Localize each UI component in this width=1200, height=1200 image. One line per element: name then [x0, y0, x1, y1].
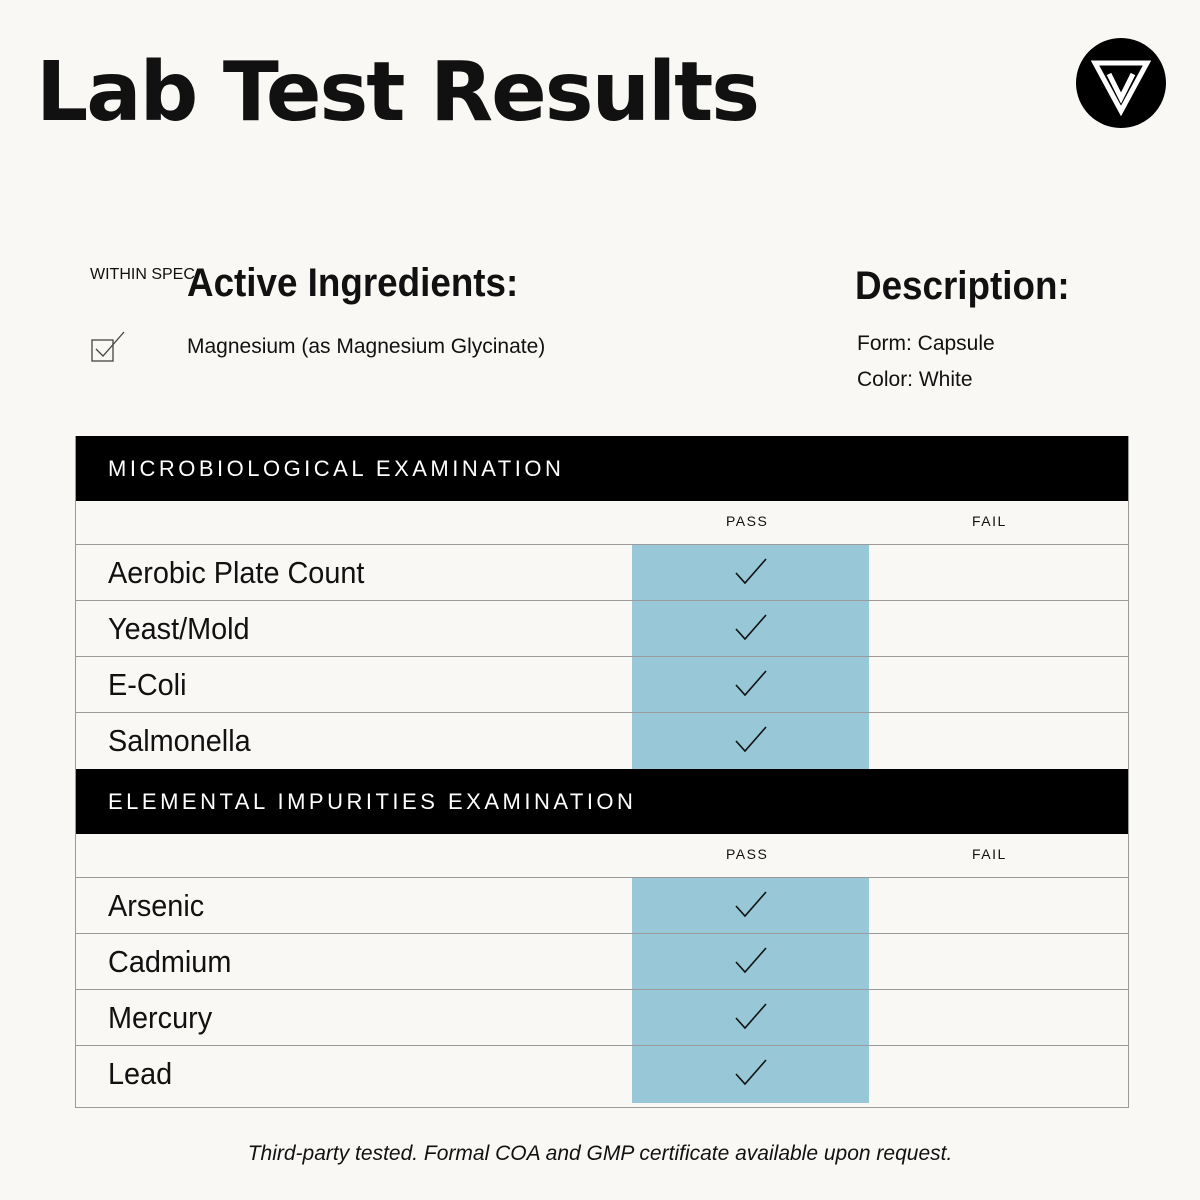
fail-cell — [869, 1046, 1128, 1103]
test-name: Lead — [108, 1056, 173, 1091]
pass-cell — [632, 545, 869, 600]
triangle-v-logo-icon — [1076, 38, 1166, 128]
check-icon — [735, 891, 767, 919]
pass-cell — [632, 1046, 869, 1103]
description-list — [857, 332, 995, 404]
description-form: Form: Capsule — [857, 332, 995, 355]
test-name: Mercury — [108, 1000, 213, 1035]
fail-cell — [869, 934, 1128, 989]
check-icon — [735, 947, 767, 975]
pass-cell — [632, 934, 869, 989]
section-header-elemental: ELEMENTAL IMPURITIES EXAMINATION — [76, 769, 1128, 834]
table-row — [76, 601, 1128, 657]
test-name: Salmonella — [108, 723, 251, 758]
fail-cell — [869, 545, 1128, 600]
check-icon — [735, 614, 767, 642]
pass-cell — [632, 657, 869, 712]
fail-cell — [869, 657, 1128, 712]
table-row — [76, 934, 1128, 990]
fail-cell — [869, 713, 1128, 769]
fail-cell — [869, 878, 1128, 933]
pass-cell — [632, 713, 869, 769]
table-row — [76, 545, 1128, 601]
table-row — [76, 713, 1128, 769]
check-icon — [735, 1003, 767, 1031]
test-name: Yeast/Mold — [108, 611, 250, 646]
pass-column-header: PASS — [726, 513, 769, 529]
pass-column-header: PASS — [726, 846, 769, 862]
check-icon — [735, 1059, 767, 1087]
table-row — [76, 1046, 1128, 1103]
test-name: Arsenic — [108, 888, 205, 923]
table-row — [76, 657, 1128, 713]
active-ingredients-heading: Active Ingredients: — [187, 261, 519, 305]
check-icon — [735, 726, 767, 754]
pass-cell — [632, 601, 869, 656]
column-header-row — [76, 501, 1128, 545]
table-row — [76, 990, 1128, 1046]
description-heading: Description: — [855, 264, 1070, 308]
column-header-row — [76, 834, 1128, 878]
fail-cell — [869, 990, 1128, 1045]
description-color: Color: White — [857, 368, 973, 391]
section-header-microbiological: MICROBIOLOGICAL EXAMINATION — [76, 436, 1128, 501]
table-row — [76, 878, 1128, 934]
elemental-rows — [76, 878, 1128, 1103]
test-name: E-Coli — [108, 667, 187, 702]
test-name: Aerobic Plate Count — [108, 555, 365, 590]
fail-cell — [869, 601, 1128, 656]
footer-note: Third-party tested. Formal COA and GMP certificate available upon request. — [247, 1142, 953, 1165]
fail-column-header: FAIL — [972, 513, 1007, 529]
checkbox-checked-icon — [91, 330, 127, 369]
check-icon — [735, 670, 767, 698]
fail-column-header: FAIL — [972, 846, 1007, 862]
pass-cell — [632, 990, 869, 1045]
check-icon — [735, 558, 767, 586]
microbiological-rows — [76, 545, 1128, 769]
active-ingredients-text: Magnesium (as Magnesium Glycinate) — [187, 335, 546, 358]
within-spec-label: WITHIN SPEC — [90, 266, 195, 283]
pass-cell — [632, 878, 869, 933]
results-table — [75, 436, 1129, 1108]
test-name: Cadmium — [108, 944, 232, 979]
page-title: Lab Test Results — [36, 45, 759, 140]
